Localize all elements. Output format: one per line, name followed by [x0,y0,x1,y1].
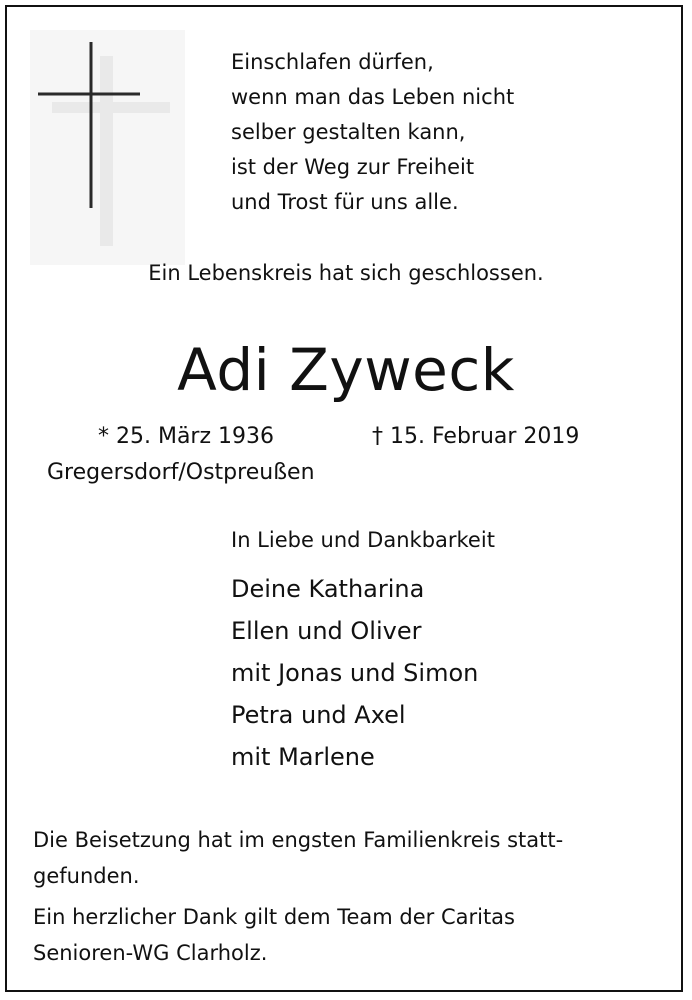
mourners-intro: In Liebe und Dankbarkeit [231,528,495,552]
cross-icon [30,30,185,265]
mourners-list [231,568,478,778]
burial-notice [33,822,563,894]
mourner-name: Petra und Axel [231,701,406,729]
death-date: † 15. Februar 2019 [372,424,580,449]
poem-line: ist der Weg zur Freiheit [231,155,475,179]
deceased-name: Adi Zyweck [177,336,515,404]
mourner-name: mit Marlene [231,743,375,771]
mourner-name: mit Jonas und Simon [231,659,479,687]
thanks-notice-line: Ein herzlicher Dank gilt dem Team der Caritas [33,905,515,929]
poem [231,45,514,220]
burial-notice-line: gefunden. [33,864,140,888]
poem-line: und Trost für uns alle. [231,190,459,214]
mourner-name: Deine Katharina [231,575,425,603]
burial-notice-line: Die Beisetzung hat im engsten Familienkreis statt- [33,828,564,852]
birth-date: * 25. März 1936 [98,424,275,449]
birthplace: Gregersdorf/Ostpreußen [47,460,315,485]
mourner-name: Ellen und Oliver [231,617,422,645]
thanks-notice-line: Senioren-WG Clarholz. [33,941,268,965]
poem-line: Einschlafen dürfen, [231,50,434,74]
poem-line: wenn man das Leben nicht [231,85,515,109]
thanks-notice [33,899,515,971]
poem-line: selber gestalten kann, [231,120,466,144]
circle-closed-line: Ein Lebenskreis hat sich geschlossen. [148,261,544,285]
